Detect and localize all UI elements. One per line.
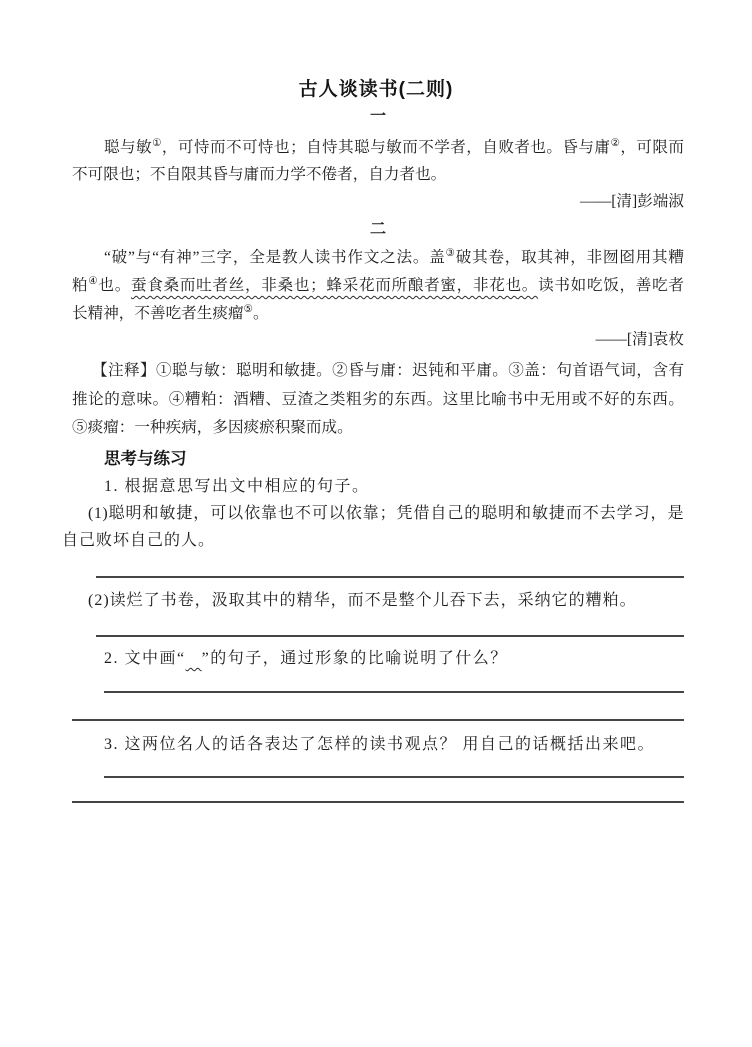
answer-line xyxy=(72,719,684,721)
section-two-marker: 二 xyxy=(369,221,386,238)
passage-two-attribution: ——[清]袁枚 xyxy=(595,331,684,348)
answer-line xyxy=(104,691,684,693)
answer-line xyxy=(96,635,684,637)
exercises-heading: 思考与练习 xyxy=(104,450,187,468)
passage-two-line-1: “破”与“有神”三字，全是教人读书作文之法。盖③破其卷，取其神，非囫囵用其糟 xyxy=(104,247,684,266)
notes-line-1: 【注释】①聪与敏：聪明和敏捷。②昏与庸：迟钝和平庸。③盖：句首语气词，含有 xyxy=(92,362,684,379)
passage-one-line-2: 不可限也；不自限其昏与庸而力学不倦者，自力者也。 xyxy=(72,166,447,183)
question-1-item-2: (2)读烂了书卷，汲取其中的精华，而不是整个儿吞下去，采纳它的糟粕。 xyxy=(88,592,637,609)
passage-two-line-3: 长精神，不善吃者生痰瘤⑤。 xyxy=(72,303,269,322)
answer-line xyxy=(96,576,684,578)
answer-line xyxy=(104,776,684,778)
question-2-suffix: ”的句子，通过形象的比喻说明了什么？ xyxy=(201,650,508,667)
section-one-marker: 一 xyxy=(369,108,386,125)
page-title: 古人谈读书(二则) xyxy=(298,79,454,100)
question-3: 3. 这两位名人的话各表达了怎样的读书观点？ 用自己的话概括出来吧。 xyxy=(104,736,656,753)
passage-two-line-2: 粕④也。蚕食桑而吐者丝，非桑也；蜂采花而所酿者蜜，非花也。读书如吃饭，善吃者 xyxy=(72,275,684,294)
passage-one-attribution: ——[清]彭端淑 xyxy=(580,193,684,210)
wavy-line-placeholder xyxy=(186,650,202,667)
answer-line xyxy=(72,801,684,803)
question-2 xyxy=(72,648,684,670)
notes-line-2: 推论的意味。④糟粕：酒糟、豆渣之类粗劣的东西。这里比喻书中无用或不好的东西。 xyxy=(72,391,684,408)
question-1-item-1-line-2: 自己败坏自己的人。 xyxy=(62,532,216,549)
question-2-prefix: 2. 文中画“ xyxy=(104,650,186,667)
notes-line-3: ⑤痰瘤：一种疾病，多因痰瘀积聚而成。 xyxy=(72,419,353,436)
question-1: 1. 根据意思写出文中相应的句子。 xyxy=(104,478,370,495)
passage-one-line-1: 聪与敏①，可恃而不可恃也；自恃其聪与敏而不学者，自败者也。昏与庸②，可限而 xyxy=(104,137,684,156)
question-1-item-1-line-1: (1)聪明和敏捷，可以依靠也不可以依靠；凭借自己的聪明和敏捷而不去学习，是 xyxy=(88,505,684,522)
